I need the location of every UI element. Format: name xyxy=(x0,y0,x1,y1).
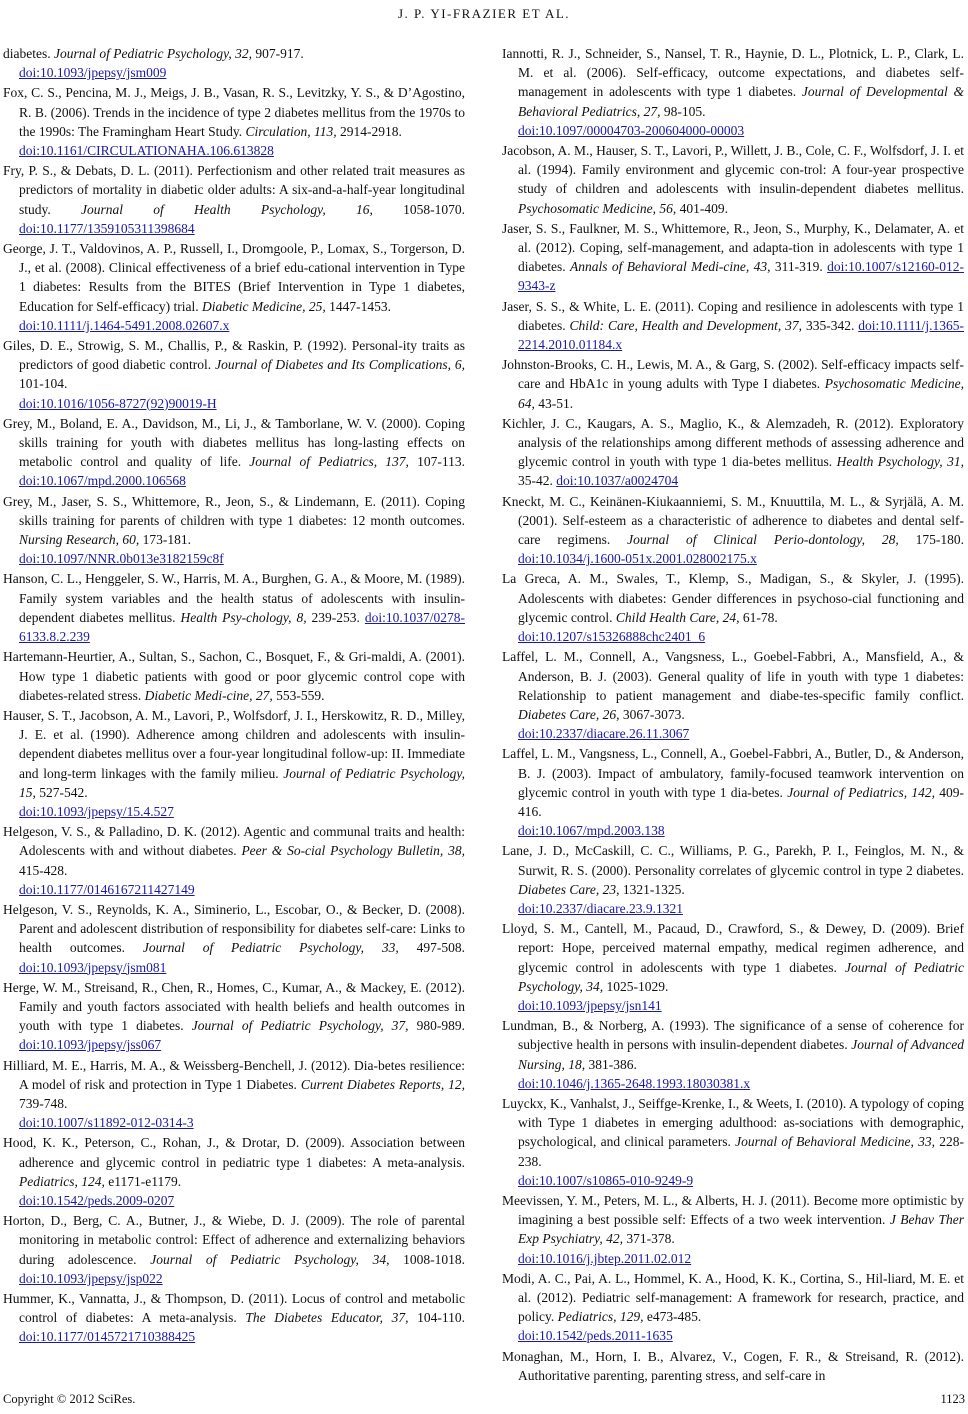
doi-link[interactable]: doi:10.1111/j.1464-5491.2008.02607.x xyxy=(19,317,230,333)
journal-name: Journal of Advanced Nursing, 18, xyxy=(518,1037,964,1072)
doi-link[interactable]: doi:10.1016/j.jbtep.2011.02.012 xyxy=(518,1250,692,1266)
doi-link[interactable]: doi:10.1111/j.1365-2214.2010.01184.x xyxy=(518,317,965,353)
doi-link[interactable]: doi:10.1007/s12160-012-9343-z xyxy=(518,259,964,294)
journal-name: Current Diabetes Reports, 12, xyxy=(300,1076,465,1092)
doi-link[interactable]: doi:10.1093/jpepsy/jsm009 xyxy=(19,65,167,81)
reference-text: Hummer, K., Vannatta, J., & Thompson, D. (2011). Locus of control and metabolic control of diabetes: A meta-analysis. xyxy=(3,1291,465,1326)
journal-name: Psychosomatic Medicine, 56, xyxy=(518,200,677,216)
reference-pages: e1171-e1179. xyxy=(104,1173,182,1189)
reference-text: Fox, C. S., Pencina, M. J., Meigs, J. B., Vasan, R. S., Levitzky, Y. S., & D’Agostino, R. B. (2006). Trends in the incidence of type 2 diabetes mellitus from the 1970s to the 1990s: The Framingham Heart Study. xyxy=(3,85,465,139)
reference-entry xyxy=(502,355,964,413)
reference-pages: 228-238. xyxy=(518,1134,964,1169)
reference-text: Horton, D., Berg, C. A., Butner, J., & Wiebe, D. J. (2009). The role of parental monitoring in metabolic control: Effect of adherence and externalizing behaviors during adolescence. xyxy=(3,1213,465,1267)
doi-link[interactable]: doi:10.1037/a0024704 xyxy=(556,473,679,489)
references-left-column xyxy=(3,44,465,1348)
reference-pages: 2914-2918. xyxy=(336,123,402,139)
journal-name: Health Psy-chology, 8, xyxy=(180,609,307,625)
journal-name: Peer & So-cial Psychology Bulletin, 38, xyxy=(241,843,465,859)
reference-entry xyxy=(502,141,964,218)
doi-link[interactable]: doi:10.1093/jpepsy/15.4.527 xyxy=(19,803,174,819)
reference-pages: 381-386. xyxy=(585,1056,637,1072)
reference-text: George, J. T., Valdovinos, A. P., Russell, I., Dromgoole, P., Lomax, S., Torgerson, D. J., et al. (2008). Clinical effectiveness of a brief edu-cational intervention in Type 1 diabetes: Results from the BITES (Brief Intervention in Type 1 diabetes, Education for Self-efficacy) trial. xyxy=(3,241,465,314)
reference-text: Jaser, S. S., & White, L. E. (2011). Coping and resilience in adolescents with type 1 diabetes. xyxy=(502,298,964,333)
reference-entry xyxy=(3,492,465,569)
reference-pages: 401-409. xyxy=(676,200,728,216)
reference-pages: 907-917. xyxy=(251,46,304,61)
doi-link[interactable]: doi:10.1542/peds.2011-1635 xyxy=(518,1328,673,1344)
reference-entry xyxy=(3,706,465,821)
reference-entry xyxy=(502,1191,964,1268)
journal-name: Journal of Pediatric Psychology, 37, xyxy=(191,1018,409,1034)
reference-entry xyxy=(3,161,465,238)
reference-text: Helgeson, V. S., & Palladino, D. K. (2012). Agentic and communal traits and health: Adolescents with and without diabetes. xyxy=(3,824,465,859)
reference-text: Hanson, C. L., Henggeler, S. W., Harris, M. A., Burghen, G. A., & Moore, M. (1989). Family system variables and the health status of adolescents with insulin-dependent diabetes mellitus. xyxy=(3,571,465,625)
journal-name: Psychosomatic Medicine, 64, xyxy=(518,376,965,411)
reference-text: Laffel, L. M., Connell, A., Vangsness, L., Goebel-Fabbri, A., Mansfield, A., & Anderson, B. J. (2003). General quality of life in youth with type 1 diabetes: Relationship to patient management and diabe-tes-specific family conflict. xyxy=(502,649,964,703)
doi-link[interactable]: doi:10.1177/0146167211427149 xyxy=(19,881,195,897)
reference-text: Kichler, J. C., Kaugars, A. S., Maglio, K., & Alemzadeh, R. (2012). Exploratory analysis of the relationships among different methods of assessing adherence and glycemic control in youth with type 1 dia-betes mellitus. xyxy=(502,415,964,470)
reference-pages: 409-416. xyxy=(518,784,964,819)
reference-text: Monaghan, M., Horn, I. B., Alvarez, V., Cogen, F. R., & Streisand, R. (2012). Authoritative parenting, parenting stress, and self-care in xyxy=(502,1348,964,1383)
reference-pages: 101-104. xyxy=(19,376,68,392)
reference-pages: 1008-1018. xyxy=(389,1251,466,1267)
reference-text: Lundman, B., & Norberg, A. (1993). The significance of a sense of coherence for subjective health in persons with insulin-dependent diabetes. xyxy=(502,1018,964,1053)
reference-entry xyxy=(502,841,964,918)
doi-link[interactable]: doi:10.1177/1359105311398684 xyxy=(19,220,195,236)
reference-pages: 311-319. xyxy=(770,259,828,275)
journal-name: Diabetes Care, 26, xyxy=(518,706,620,722)
reference-entry xyxy=(502,1269,964,1346)
doi-link[interactable]: doi:10.1016/1056-8727(92)90019-H xyxy=(19,395,217,411)
reference-entry xyxy=(502,414,964,491)
reference-pages: 553-559. xyxy=(272,687,325,703)
doi-link[interactable]: doi:10.1007/s11892-012-0314-3 xyxy=(19,1115,194,1131)
reference-text: Modi, A. C., Pai, A. L., Hommel, K. A., Hood, K. K., Cortina, S., Hil-liard, M. E. et al. (2012). Pediatric self-management: A framework for research, practice, and policy. xyxy=(502,1270,964,1325)
reference-pages: e473-485. xyxy=(643,1309,702,1325)
reference-entry xyxy=(3,1056,465,1133)
reference-entry xyxy=(3,83,465,160)
reference-entry xyxy=(502,219,964,296)
journal-name: Journal of Developmental & Behavioral Pediatrics, 27, xyxy=(518,84,965,119)
reference-text: Meevissen, Y. M., Peters, M. L., & Alberts, H. J. (2011). Become more optimistic by imagining a best possible self: Effects of a two week intervention. xyxy=(502,1192,964,1228)
doi-link[interactable]: doi:10.2337/diacare.23.9.1321 xyxy=(518,900,683,916)
reference-pages: 739-748. xyxy=(19,1095,68,1111)
reference-entry xyxy=(3,1211,465,1288)
reference-pages: 527-542. xyxy=(35,784,88,800)
reference-text: Laffel, L. M., Vangsness, L., Connell, A., Goebel-Fabbri, A., Butler, D., & Anderson, B. J. (2003). Impact of ambulatory, family-focused teamwork intervention on glycemic control in youth with type 1 dia-betes. xyxy=(502,746,964,800)
references-right-column xyxy=(502,44,964,1386)
journal-name: Journal of Diabetes and Its Complications, 6, xyxy=(215,357,465,373)
doi-link[interactable]: doi:10.1093/jpepsy/jsm081 xyxy=(19,959,167,975)
reference-pages: 61-78. xyxy=(739,609,778,625)
reference-pages: 1447-1453. xyxy=(325,298,392,314)
journal-name: Child Health Care, 24, xyxy=(615,609,740,625)
reference-entry xyxy=(502,1347,964,1385)
reference-text: Herge, W. M., Streisand, R., Chen, R., Homes, C., Kumar, A., & Mackey, E. (2012). Family and youth factors associated with health beliefs and health outcomes in youth with type 1 diabetes. xyxy=(3,979,465,1034)
reference-pages: 980-989. xyxy=(408,1018,465,1034)
journal-name: Journal of Pediatrics, 142, xyxy=(787,784,935,800)
reference-pages: 104-110. xyxy=(408,1310,465,1326)
reference-pages: 497-508. xyxy=(398,940,465,956)
journal-name: Nursing Research, 60, xyxy=(19,532,140,548)
doi-link[interactable]: doi:10.1093/jpepsy/jsn141 xyxy=(518,997,662,1013)
journal-name: Diabetic Medi-cine, 27, xyxy=(144,687,273,703)
doi-link[interactable]: doi:10.2337/diacare.26.11.3067 xyxy=(518,726,690,742)
journal-name: The Diabetes Educator, 37, xyxy=(245,1310,409,1326)
reference-pages: 371-378. xyxy=(622,1231,675,1247)
journal-name: Circulation, 113, xyxy=(245,123,337,139)
reference-entry xyxy=(3,239,465,335)
journal-name: Journal of Clinical Perio-dontology, 28, xyxy=(627,532,899,548)
reference-pages: 35-42. xyxy=(518,473,557,489)
journal-name: Health Psychology, 31, xyxy=(836,454,964,470)
doi-link[interactable]: doi:10.1093/jpepsy/jss067 xyxy=(19,1037,162,1053)
doi-link[interactable]: doi:10.1046/j.1365-2648.1993.18030381.x xyxy=(518,1075,751,1091)
journal-name: Journal of Health Psychology, 16, xyxy=(80,201,373,217)
reference-text: Lloyd, S. M., Cantell, M., Pacaud, D., Crawford, S., & Dewey, D. (2009). Brief report: Hope, perceived maternal empathy, medical regimen adherence, and glycemic control in adolescents with type 1 diabetes. xyxy=(502,921,964,975)
reference-text: Jaser, S. S., Faulkner, M. S., Whittemore, R., Jeon, S., Murphy, K., Delamater, A. et al. (2012). Coping, self-management, and adapta-tion in adolescents with type 1 diabetes. xyxy=(502,220,964,275)
copyright-notice: Copyright © 2012 SciRes. xyxy=(3,1392,136,1406)
reference-pages: 173-181. xyxy=(139,532,191,548)
reference-text: Grey, M., Jaser, S. S., Whittemore, R., Jeon, S., & Lindemann, E. (2011). Coping skills training for parents of children with type 1 diabetes: 12 month outcomes. xyxy=(3,493,465,528)
journal-name: J Behav Ther Exp Psychiatry, 42, xyxy=(518,1212,964,1247)
reference-entry xyxy=(502,744,964,840)
reference-text: Hilliard, M. E., Harris, M. A., & Weissberg-Benchell, J. (2012). Dia-betes resilience: A model of risk and protection in Type 1 Diabetes. xyxy=(3,1057,465,1092)
journal-name: Journal of Pediatric Psychology, 15, xyxy=(19,765,465,800)
reference-text: Fry, P. S., & Debats, D. L. (2011). Perfectionism and other related trait measures as predictors of mortality in diabetic older adults: A six-and-a-half-year longitudinal study. xyxy=(3,163,465,217)
reference-entry xyxy=(502,1016,964,1093)
reference-text: Jacobson, A. M., Hauser, S. T., Lavori, P., Willett, J. B., Cole, C. F., Wolfsdorf, J. I. et al. (1994). Family environment and glycemic con-trol: A four-year prospective study of children and adolescents with insulin-dependent diabetes mellitus. xyxy=(502,143,964,197)
reference-entry xyxy=(502,297,964,355)
reference-text: Hauser, S. T., Jacobson, A. M., Lavori, P., Wolfsdorf, J. I., Herskowitz, R. D., Milley, J. E. et al. (1990). Adherence among children and adolescents with insulin-dependent diabetes mellitus over a four-year longitudinal follow-up: II. Immediate and long-term linkages with the family milieu. xyxy=(3,707,465,781)
reference-entry xyxy=(3,336,465,413)
doi-link[interactable]: doi:10.1007/s10865-010-9249-9 xyxy=(518,1172,694,1188)
reference-pages: 43-51. xyxy=(534,395,574,411)
journal-name: Diabetic Medicine, 25, xyxy=(202,298,326,314)
doi-link[interactable]: doi:10.1037/0278-6133.8.2.239 xyxy=(19,609,465,645)
doi-link[interactable]: doi:10.1542/peds.2009-0207 xyxy=(19,1192,175,1208)
doi-link[interactable]: doi:10.1093/jpepsy/jsp022 xyxy=(19,1270,163,1286)
doi-link[interactable]: doi:10.1097/NNR.0b013e3182159c8f xyxy=(19,551,224,567)
reference-text: Hartemann-Heurtier, A., Sultan, S., Sachon, C., Bosquet, F., & Gri-maldi, A. (2001). How type 1 diabetic patients with good or poor glycemic control cope with diabetes-related stress. xyxy=(3,649,465,703)
reference-text: Lane, J. D., McCaskill, C. C., Williams, P. G., Parekh, P. I., Feinglos, M. N., & Surwit, R. S. (2000). Personality correlates of glycemic control in type 2 diabetes. xyxy=(502,843,964,878)
reference-text: Hood, K. K., Peterson, C., Rohan, J., & Drotar, D. (2009). Association between adherence and glycemic control in pediatric type 1 diabetes: A meta-analysis. xyxy=(3,1135,465,1170)
doi-link[interactable]: doi:10.1067/mpd.2003.138 xyxy=(518,823,665,839)
journal-name: Journal of Pediatric Psychology, 33, xyxy=(142,940,399,956)
reference-entry xyxy=(3,647,465,705)
page-number: 1123 xyxy=(940,1392,965,1406)
reference-pages: 175-180. xyxy=(898,532,965,548)
reference-pages: 1058-1070. xyxy=(372,201,465,217)
reference-pages: 98-105. xyxy=(660,103,706,119)
doi-link[interactable]: doi:10.1161/CIRCULATIONAHA.106.613828 xyxy=(19,143,274,159)
reference-entry xyxy=(502,44,964,140)
journal-name: Journal of Pediatric Psychology, 34, xyxy=(518,959,965,994)
reference-entry xyxy=(502,1094,964,1190)
journal-name: Child: Care, Health and Development, 37, xyxy=(569,317,803,333)
reference-pages: 107-113. xyxy=(408,454,465,470)
reference-entry xyxy=(3,822,465,899)
reference-entry xyxy=(3,569,465,646)
journal-name: Journal of Pediatric Psychology, 34, xyxy=(150,1251,390,1267)
reference-entry xyxy=(3,978,465,1055)
reference-text: Helgeson, V. S., Reynolds, K. A., Siminerio, L., Escobar, O., & Becker, D. (2008). Parent and adolescent distribution of responsibility for diabetes self-care: Links to health outcomes. xyxy=(3,901,465,956)
reference-pages: 415-428. xyxy=(19,862,68,878)
doi-link[interactable]: doi:10.1034/j.1600-051x.2001.028002175.x xyxy=(518,551,757,567)
reference-entry xyxy=(3,1289,465,1347)
reference-text: Johnston-Brooks, C. H., Lewis, M. A., & Garg, S. (2002). Self-efficacy impacts self-care and HbA1c in young adults with Type I diabetes. xyxy=(502,357,964,392)
doi-link[interactable]: doi:10.1067/mpd.2000.106568 xyxy=(19,473,186,489)
reference-pages: 3067-3073. xyxy=(619,706,685,722)
doi-link[interactable]: doi:10.1177/0145721710388425 xyxy=(19,1329,196,1345)
reference-entry xyxy=(3,900,465,977)
journal-name: Journal of Pediatric Psychology, 32, xyxy=(53,46,252,61)
reference-pages: 1025-1029. xyxy=(603,978,669,994)
journal-name: Journal of Pediatrics, 137, xyxy=(249,454,409,470)
doi-link[interactable]: doi:10.1097/00004703-200604000-00003 xyxy=(518,122,745,138)
journal-name: Pediatrics, 124, xyxy=(19,1173,105,1189)
reference-text: La Greca, A. M., Swales, T., Klemp, S., Madigan, S., & Skyler, J. (1995). Adolescents with diabetes: Gender differences in psychoso-cial functioning and glycemic control. xyxy=(502,571,964,625)
reference-text: Iannotti, R. J., Schneider, S., Nansel, T. R., Haynie, D. L., Plotnick, L. P., Clark, L. M. et al. (2006). Self-efficacy, outcome expectations, and diabetes self-management in adolescents with type 1 diabetes. xyxy=(502,46,964,100)
reference-text: Luyckx, K., Vanhalst, J., Seiffge-Krenke, I., & Weets, I. (2010). A typology of coping with Type 1 diabetes in emerging adulthood: as-sociations with demographic, psychological, and clinical parameters. xyxy=(502,1095,964,1150)
reference-text: Giles, D. E., Strowig, S. M., Challis, P., & Raskin, P. (1992). Personal-ity traits as predictors of good diabetic control. xyxy=(3,338,465,373)
journal-name: Pediatrics, 129, xyxy=(557,1309,644,1325)
journal-name: Annals of Behavioral Medi-cine, 43, xyxy=(570,259,771,275)
reference-entry xyxy=(502,919,964,1015)
reference-text: Kneckt, M. C., Keinänen-Kiukaanniemi, S. M., Knuuttila, M. L., & Syrjälä, A. M. (2001). Self-esteem as a characteristic of adherence to diabetes and dental self-care regimens. xyxy=(502,493,964,548)
journal-name: Diabetes Care, 23, xyxy=(518,881,620,897)
journal-name: Journal of Behavioral Medicine, 33, xyxy=(735,1134,936,1150)
reference-text: diabetes. xyxy=(3,46,54,61)
reference-pages: 335-342. xyxy=(802,317,859,333)
reference-entry xyxy=(502,492,964,569)
reference-pages: 239-253. xyxy=(306,609,365,625)
doi-link[interactable]: doi:10.1207/s15326888chc2401_6 xyxy=(518,629,706,645)
reference-entry xyxy=(3,414,465,491)
reference-pages: 1321-1325. xyxy=(619,881,685,897)
reference-entry xyxy=(502,569,964,646)
running-header: J. P. YI-FRAZIER ET AL. xyxy=(397,6,571,21)
reference-entry xyxy=(3,1133,465,1210)
reference-text: Grey, M., Boland, E. A., Davidson, M., Li, J., & Tamborlane, W. V. (2000). Coping skills training for youth with diabetes mellitus has long-lasting effects on metabolic control and quality of life. xyxy=(3,415,465,470)
reference-entry xyxy=(502,647,964,743)
reference-entry xyxy=(3,44,465,82)
